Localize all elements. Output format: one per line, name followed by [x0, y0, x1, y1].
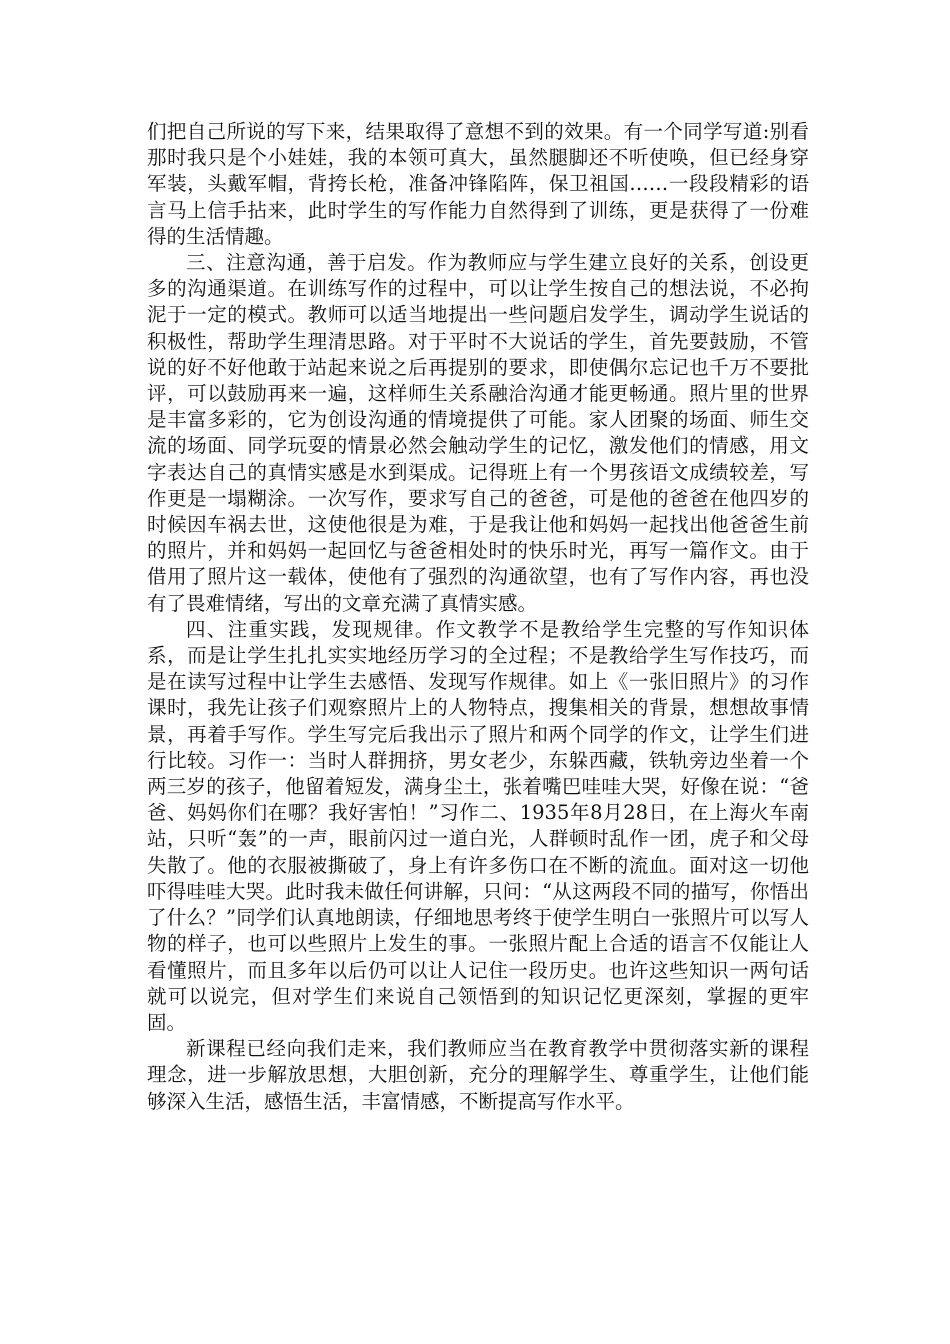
paragraph-continued: 们把自己所说的写下来，结果取得了意想不到的效果。有一个同学写道:别看那时我只是个小娃娃，我的本领可真大，虽然腿脚还不听使唤，但已经身穿军装，头戴军帽，背挎长枪，准备冲锋陷阵，保卫祖国……一段段精彩的语言马上信手拈来，此时学生的写作能力自然得到了训练，更是获得了一份难得的生活情趣。 — [147, 120, 809, 248]
document-body — [147, 119, 809, 1115]
paragraph-conclusion: 新课程已经向我们走来，我们教师应当在教育教学中贯彻落实新的课程理念，进一步解放思想，大胆创新，充分的理解学生、尊重学生，让他们能够深入生活，感悟生活，丰富情感，不断提高写作水平。 — [147, 1037, 809, 1113]
paragraph-section-four: 四、注重实践，发现规律。作文教学不是教给学生完整的写作知识体系，而是让学生扎扎实实地经历学习的全过程；不是教给学生写作技巧，而是在读写过程中让学生去感悟、发现写作规律。如上《一张旧照片》的习作课时，我先让孩子们观察照片上的人物特点，搜集相关的背景，想想故事情景，再着手写作。学生写完后我出示了照片和两个同学的作文，让学生们进行比较。习作一：当时人群拥挤，男女老少，东躲西藏，铁轨旁边坐着一个两三岁的孩子，他留着短发，满身尘土，张着嘴巴哇哇大哭，好像在说：“爸爸、妈妈你们在哪？我好害怕！”习作二、1935年8月28日，在上海火车南站，只听“轰”的一声，眼前闪过一道白光，人群顿时乱作一团，虎子和父母失散了。他的衣服被撕破了，身上有许多伤口在不断的流血。面对这一切他吓得哇哇大哭。此时我未做任何讲解，只问：“从这两段不同的描写，你悟出了什么？”同学们认真地朗读，仔细地思考终于使学生明白一张照片可以写人物的样子，也可以些照片上发生的事。一张照片配上合适的语言不仅能让人看懂照片，而且多年以后仍可以让人记住一段历史。也许这些知识一两句话就可以说完，但对学生们来说自己领悟到的知识记忆更深刻，掌握的更牢固。 — [147, 617, 809, 1034]
paragraph-section-three: 三、注意沟通，善于启发。作为教师应与学生建立良好的关系，创设更多的沟通渠道。在训练写作的过程中，可以让学生按自己的想法说，不必拘泥于一定的模式。教师可以适当地提出一些问题启发学生，调动学生说话的积极性，帮助学生理清思路。对于平时不大说话的学生，首先要鼓励，不管说的好不好他敢于站起来说之后再提别的要求，即使偶尔忘记也千万不要批评，可以鼓励再来一遍，这样师生关系融洽沟通才能更畅通。照片里的世界是丰富多彩的，它为创设沟通的情境提供了可能。家人团聚的场面、师生交流的场面、同学玩耍的情景必然会触动学生的记忆，激发他们的情感，用文字表达自己的真情实感是水到渠成。记得班上有一个男孩语文成绩较差，写作更是一塌糊涂。一次写作，要求写自己的爸爸，可是他的爸爸在他四岁的时候因车祸去世，这使他很是为难，于是我让他和妈妈一起找出他爸爸生前的照片，并和妈妈一起回忆与爸爸相处时的快乐时光，再写一篇作文。由于借用了照片这一载体，使他有了强烈的沟通欲望，也有了写作内容，再也没有了畏难情绪，写出的文章充满了真情实感。 — [147, 251, 809, 615]
